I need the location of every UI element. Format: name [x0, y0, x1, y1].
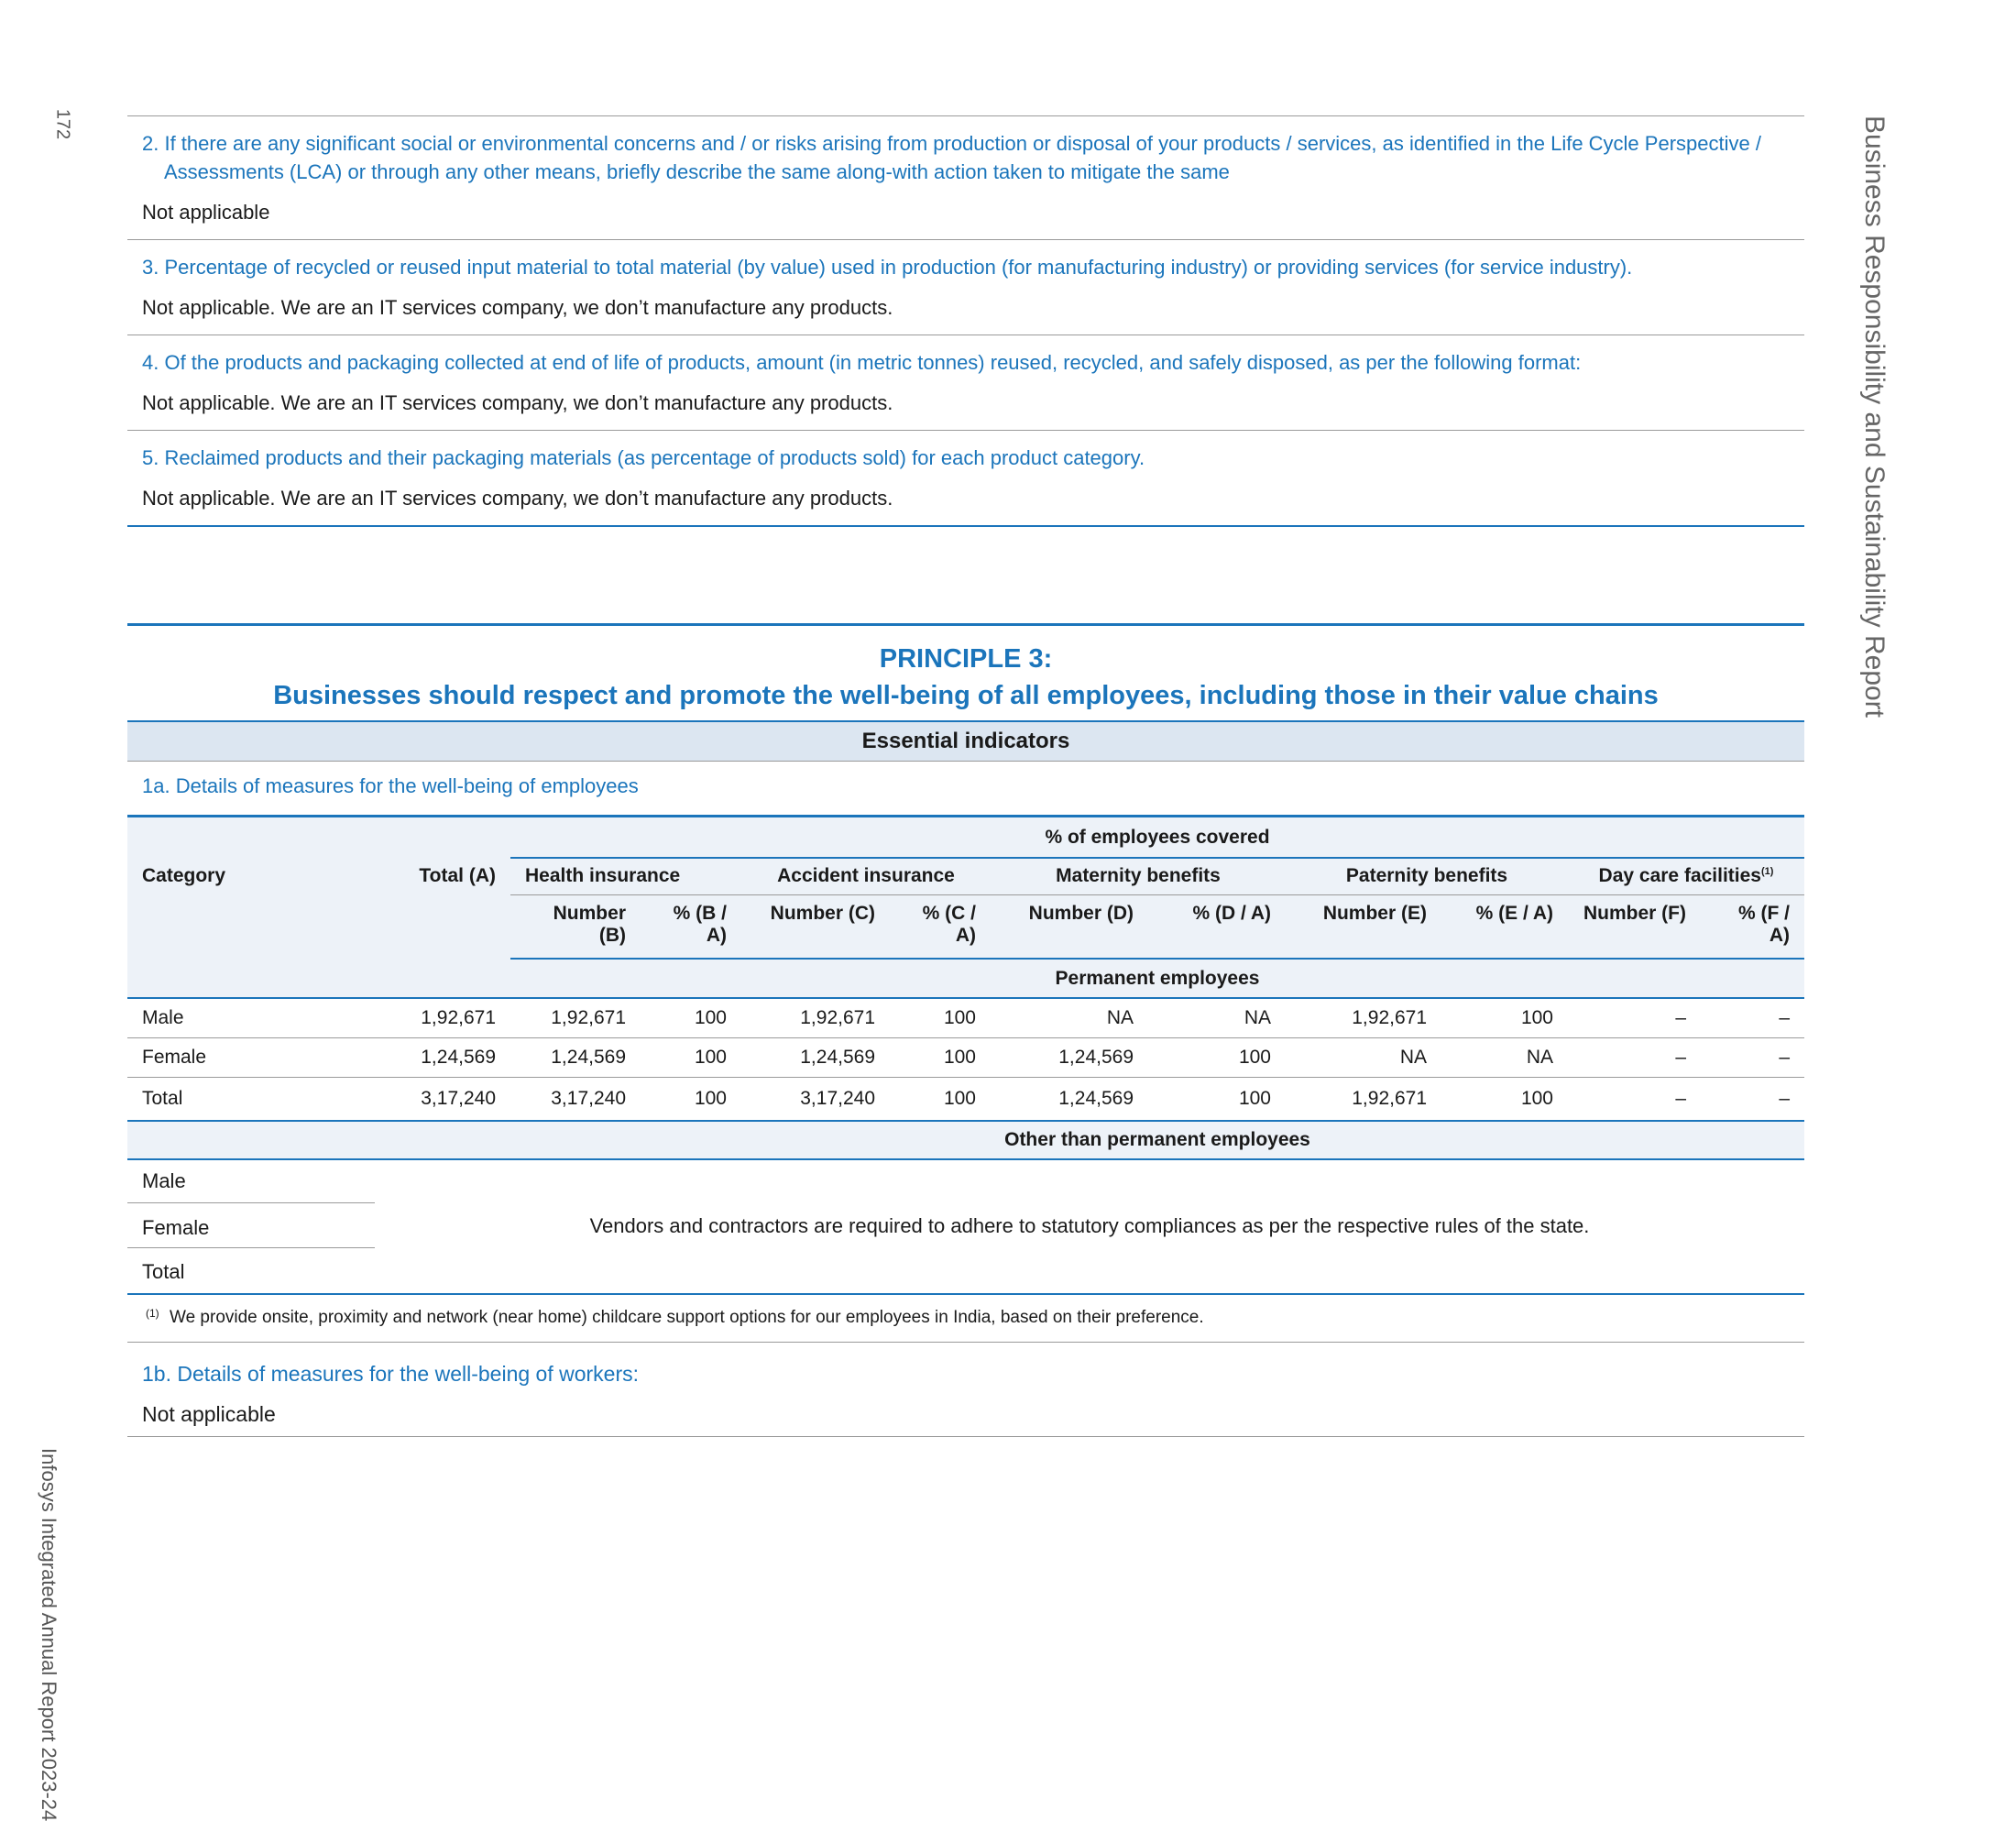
- cell: NA: [1286, 1038, 1441, 1078]
- cell: 3,17,240: [741, 1078, 890, 1122]
- category-header: Category: [127, 858, 375, 894]
- footnote-text: We provide onsite, proximity and network (near home) childcare support options for our employees in India, based on their preference.: [170, 1308, 1204, 1327]
- cell: –: [1701, 1038, 1804, 1078]
- cell: NA: [991, 998, 1148, 1038]
- employee-wellbeing-table: [127, 815, 1804, 1160]
- cell: 1,92,671: [510, 998, 641, 1038]
- cell: 100: [890, 1038, 991, 1078]
- principle-heading: PRINCIPLE 3:: [879, 644, 1053, 674]
- group-header: Maternity benefits: [991, 858, 1286, 894]
- permanent-employees-label: Permanent employees: [510, 959, 1804, 998]
- questions-section: [127, 115, 1804, 527]
- cell: 1,92,671: [375, 998, 510, 1038]
- cell: –: [1701, 1078, 1804, 1122]
- principle-subtitle: Businesses should respect and promote the well-being of all employees, including those in their value chains: [273, 681, 1659, 710]
- cell: 1,24,569: [375, 1038, 510, 1078]
- subheader: % (E / A): [1441, 894, 1568, 959]
- table-header-row: [127, 858, 1804, 894]
- other-employees-note: Vendors and contractors are required to adhere to statutory compliances as per the respective rules of the state.: [589, 1214, 1590, 1237]
- table-row: [127, 998, 1804, 1038]
- permanent-label-row: [127, 959, 1804, 998]
- principle-header: [127, 623, 1804, 714]
- footnote-marker: (1): [146, 1307, 159, 1320]
- table-row: [127, 1038, 1804, 1078]
- table-header-row: [127, 894, 1804, 959]
- table-header-row: [127, 817, 1804, 859]
- cell: 100: [641, 998, 741, 1038]
- cell: 3,17,240: [510, 1078, 641, 1122]
- question-text: 5. Reclaimed products and their packaging materials (as percentage of products sold) for each product category.: [142, 446, 1145, 469]
- question-text: 4. Of the products and packaging collected at end of life of products, amount (in metric tonnes) reused, recycled, and safely disposed, as per the following format:: [142, 351, 1582, 374]
- question-block: [127, 335, 1804, 431]
- cell: 100: [1441, 998, 1568, 1038]
- subheader: Number (E): [1286, 894, 1441, 959]
- cell: –: [1568, 998, 1701, 1038]
- subheader: % (F / A): [1701, 894, 1804, 959]
- other-employees-block: [127, 1159, 1804, 1295]
- footnote: [127, 1294, 1804, 1343]
- row-category: Male: [127, 998, 375, 1038]
- cell: 1,92,671: [741, 998, 890, 1038]
- subheader: Number (D): [991, 894, 1148, 959]
- cell: 100: [641, 1038, 741, 1078]
- group-header: Paternity benefits: [1286, 858, 1568, 894]
- other-employees-label: Other than permanent employees: [510, 1121, 1804, 1159]
- answer-text: Not applicable. We are an IT services company, we don’t manufacture any products.: [142, 487, 893, 510]
- group-header: Health insurance: [510, 858, 741, 894]
- cell: 1,24,569: [741, 1038, 890, 1078]
- row-category: Male: [127, 1159, 375, 1203]
- cell: 1,24,569: [510, 1038, 641, 1078]
- total-a-header: Total (A): [375, 858, 510, 894]
- cell: 100: [890, 998, 991, 1038]
- subheader: Number (C): [741, 894, 890, 959]
- row-category: Female: [127, 1038, 375, 1078]
- divider: [127, 1436, 1804, 1437]
- cell: 1,92,671: [1286, 1078, 1441, 1122]
- answer-text: Not applicable: [142, 201, 270, 224]
- cell: 1,24,569: [991, 1078, 1148, 1122]
- subheader: Number (B): [510, 894, 641, 959]
- row-category: Female: [127, 1204, 375, 1248]
- cell: 100: [890, 1078, 991, 1122]
- covered-header: % of employees covered: [510, 817, 1804, 859]
- day-care-label: Day care facilities: [1598, 865, 1761, 887]
- left-margin: [44, 0, 81, 1558]
- group-header: [1568, 858, 1804, 894]
- cell: NA: [1148, 998, 1286, 1038]
- subheader: % (C / A): [890, 894, 991, 959]
- cell: –: [1701, 998, 1804, 1038]
- other-label-row: [127, 1121, 1804, 1159]
- group-header: Accident insurance: [741, 858, 991, 894]
- answer-text: Not applicable. We are an IT services company, we don’t manufacture any products.: [142, 296, 893, 319]
- section-1a-title: 1a. Details of measures for the well-being of employees: [142, 774, 639, 797]
- page-number: 172: [52, 108, 73, 140]
- cell: –: [1568, 1078, 1701, 1122]
- footnote-marker: (1): [1761, 866, 1774, 878]
- cell: 100: [1148, 1038, 1286, 1078]
- subheader: % (B / A): [641, 894, 741, 959]
- cell: 100: [1148, 1078, 1286, 1122]
- cell: –: [1568, 1038, 1701, 1078]
- subheader: Number (F): [1568, 894, 1701, 959]
- table-row: [127, 1078, 1804, 1122]
- essential-indicators-banner: Essential indicators: [127, 720, 1804, 762]
- question-text: 3. Percentage of recycled or reused input material to total material (by value) used in production (for manufacturing industry) or providing services (for service industry).: [142, 256, 1633, 279]
- report-title-left: Infosys Integrated Annual Report 2023-24: [38, 1448, 60, 1821]
- row-category: Total: [142, 1260, 185, 1283]
- report-title-right: Business Responsibility and Sustainability Report: [1859, 115, 1890, 719]
- cell: 1,92,671: [1286, 998, 1441, 1038]
- question-text: 2. If there are any significant social or environmental concerns and / or risks arising from production or disposal of your products / services, as identified in the Life Cycle Perspective / Assessments (LCA) or through any other means, briefly describe the same along-with action taken to mitigate the same: [142, 132, 1761, 183]
- subheader: % (D / A): [1148, 894, 1286, 959]
- cell: 1,24,569: [991, 1038, 1148, 1078]
- cell: 3,17,240: [375, 1078, 510, 1122]
- answer-text: Not applicable. We are an IT services company, we don’t manufacture any products.: [142, 391, 893, 414]
- question-block: [127, 240, 1804, 335]
- section-1b-title: 1b. Details of measures for the well-being of workers:: [142, 1362, 640, 1386]
- cell: 100: [641, 1078, 741, 1122]
- question-block: [127, 431, 1804, 527]
- section-1b-answer: Not applicable: [142, 1402, 276, 1426]
- question-block: [127, 115, 1804, 240]
- cell: NA: [1441, 1038, 1568, 1078]
- row-category: Total: [127, 1078, 375, 1122]
- cell: 100: [1441, 1078, 1568, 1122]
